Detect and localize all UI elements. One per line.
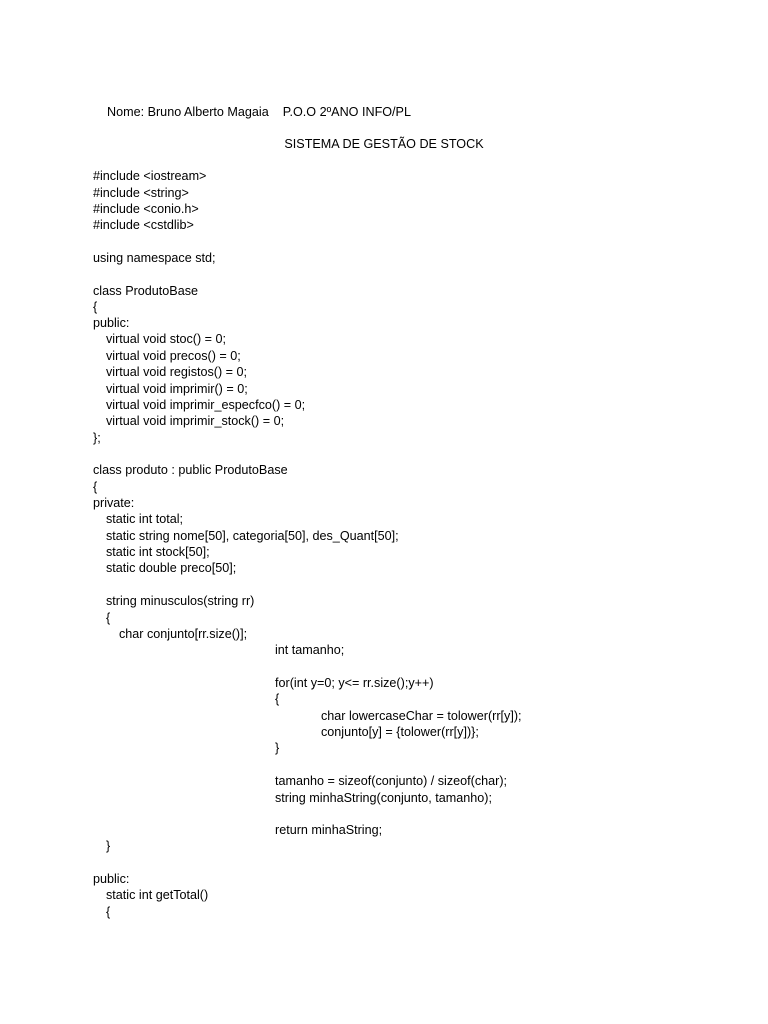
code-line: { (93, 480, 98, 494)
code-line: virtual void imprimir() = 0; (106, 382, 248, 396)
code-line: }; (93, 431, 101, 445)
code-line: virtual void precos() = 0; (106, 349, 241, 363)
code-line: string minusculos(string rr) (106, 594, 255, 608)
student-name: Nome: Bruno Alberto Magaia (107, 105, 269, 119)
code-line: public: (93, 316, 130, 330)
code-line: virtual void stoc() = 0; (106, 332, 227, 346)
code-line: #include <conio.h> (93, 202, 199, 216)
code-line: virtual void imprimir_stock() = 0; (106, 414, 285, 428)
code-line: return minhaString; (275, 823, 383, 837)
code-line: virtual void imprimir_especfco() = 0; (106, 398, 306, 412)
code-line: virtual void registos() = 0; (106, 365, 248, 379)
code-line: { (106, 905, 111, 919)
code-line: static int stock[50]; (106, 545, 210, 559)
code-line: static int getTotal() (106, 888, 209, 902)
code-line: { (275, 692, 280, 706)
code-line: #include <cstdlib> (93, 218, 194, 232)
code-line: string minhaString(conjunto, tamanho); (275, 791, 493, 805)
code-line: #include <iostream> (93, 169, 207, 183)
code-line: static int total; (106, 512, 183, 526)
code-line: int tamanho; (275, 643, 345, 657)
code-line: public: (93, 872, 130, 886)
code-line: conjunto[y] = {tolower(rr[y])}; (321, 725, 479, 739)
code-line: using namespace std; (93, 251, 216, 265)
header-line (93, 88, 411, 136)
code-line: static double preco[50]; (106, 561, 237, 575)
code-line: } (106, 839, 111, 853)
code-line: { (93, 300, 98, 314)
code-line: class produto : public ProdutoBase (93, 463, 288, 477)
code-line: { (106, 611, 111, 625)
code-line: char conjunto[rr.size()]; (119, 627, 248, 641)
code-line: class ProdutoBase (93, 284, 199, 298)
course-info: P.O.O 2ºANO INFO/PL (282, 105, 411, 119)
document-title: SISTEMA DE GESTÃO DE STOCK (284, 137, 484, 151)
code-line: } (275, 741, 280, 755)
code-line: char lowercaseChar = tolower(rr[y]); (321, 709, 522, 723)
code-line: #include <string> (93, 186, 189, 200)
code-line: static string nome[50], categoria[50], des_Quant[50]; (106, 529, 399, 543)
code-line: tamanho = sizeof(conjunto) / sizeof(char); (275, 774, 508, 788)
code-line: private: (93, 496, 135, 510)
code-line: for(int y=0; y<= rr.size();y++) (275, 676, 434, 690)
